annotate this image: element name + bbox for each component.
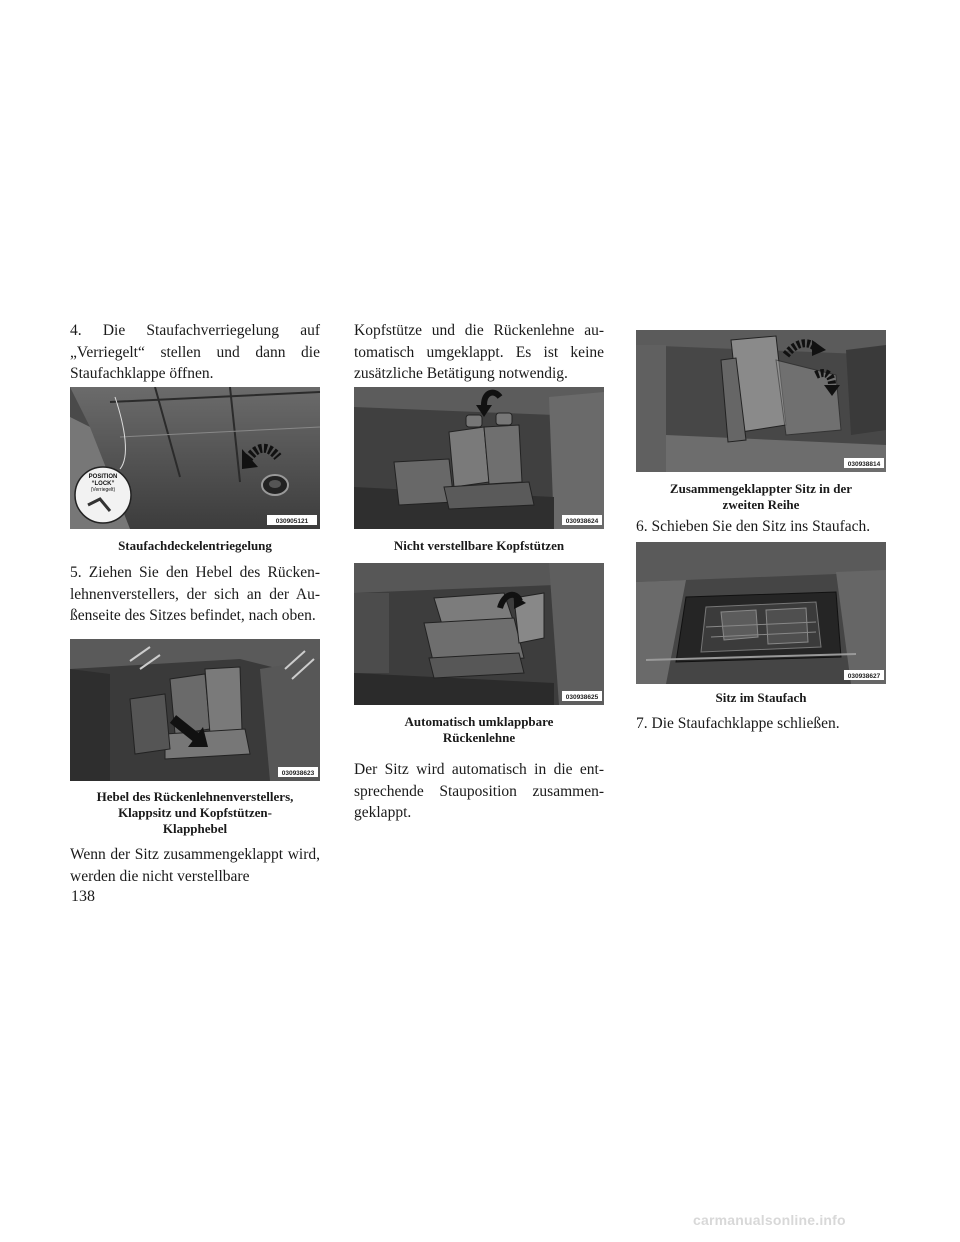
figure-caption (636, 481, 886, 513)
caption-line: Klappsitz und Kopfstützen- (118, 805, 272, 820)
figure-seat-in-storage-bin (636, 542, 886, 684)
figure-caption: Nicht verstellbare Kopfstützen (393, 538, 565, 553)
step-6-text: 6. Schieben Sie den Sitz ins Staufach. (636, 518, 871, 535)
step-7-text: 7. Die Staufachklappe schließen. (636, 715, 840, 732)
figure-code: 030938627 (847, 673, 881, 680)
caption-line: Hebel des Rückenlehnenverstellers, (96, 789, 294, 804)
folded-seat-illustration (636, 330, 886, 472)
figure-caption (60, 789, 330, 837)
storage-lid-illustration (70, 387, 320, 529)
figure-caption (354, 714, 604, 746)
caption-line: Automatisch umklappbare (404, 714, 554, 729)
paragraph-text: Der Sitz wird automatisch in die ent-sprechende Stauposition zusammen-geklappt. (354, 761, 604, 822)
caption-line: Klapphebel (162, 821, 228, 836)
callout-position-label: POSITION (88, 474, 118, 480)
auto-fold-seatback-illustration (354, 563, 604, 705)
seat-in-bin-illustration (636, 542, 886, 684)
callout-lock-label: “LOCK” (91, 481, 115, 487)
figure-caption: Sitz im Staufach (715, 690, 807, 705)
figure-code: 030905121 (275, 518, 309, 525)
caption-line: Zusammengeklappter Sitz in der (669, 481, 853, 496)
step-5-text: 5. Ziehen Sie den Hebel des Rücken-lehnenverstellers, der sich an der Au-ßenseite des Sitzes befindet, nach oben. (70, 564, 320, 625)
caption-line: zweiten Reihe (722, 497, 800, 512)
figure-code: 030938625 (565, 694, 599, 701)
fixed-headrests-illustration (354, 387, 604, 529)
figure-recliner-lever (70, 639, 320, 781)
recliner-lever-illustration (70, 639, 320, 781)
figure-caption: Staufachdeckelentriegelung (118, 538, 272, 553)
figure-code: 030938624 (565, 518, 599, 525)
paragraph-text: Kopfstütze und die Rückenlehne au-tomatisch umgeklappt. Es ist keine zusätzliche Betätigung notwendig. (354, 322, 604, 383)
figure-code: 030938623 (281, 770, 315, 777)
figure-code: 030938814 (847, 461, 881, 468)
callout-verriegelt-label: (Verriegelt) (90, 487, 116, 493)
caption-line: Rückenlehne (442, 730, 516, 745)
figure-fixed-headrests (354, 387, 604, 529)
page-number: 138 (71, 888, 95, 905)
step-4-text: 4. Die Staufachverriegelung auf „Verriegelt“ stellen und dann die Staufachklappe öffnen. (70, 322, 320, 383)
figure-auto-fold-seatback (354, 563, 604, 705)
watermark: carmanualsonline.info (693, 1212, 846, 1228)
paragraph-text: Wenn der Sitz zusammengeklappt wird, werden die nicht verstellbare (70, 846, 320, 885)
figure-storage-lid-latch (70, 387, 320, 529)
figure-folded-second-row-seat (636, 330, 886, 472)
